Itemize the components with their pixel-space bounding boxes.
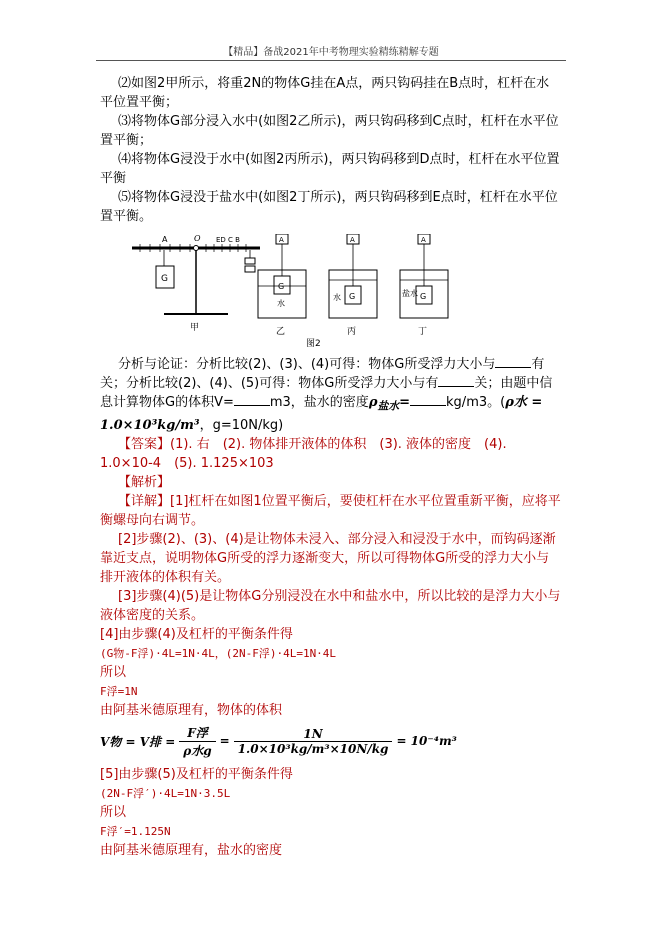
detail-5d: 由阿基米德原理有，盐水的密度 bbox=[100, 842, 283, 858]
step-3: ⑶将物体G部分浸入水中(如图2乙所示)，两只钩码移到C点时，杠杆在水平位置平衡； bbox=[100, 114, 559, 148]
weight-2-icon bbox=[245, 266, 255, 272]
analysis-question: 分析与论证：分析比较(2)、(3)、(4)可得：物体G所受浮力大小与 有关；分析比较(2)、(4)、(5)可得：物体G所受浮力大小与有 关；由题中信息计算物体G的体积V= m3，盐水的密度$\rho_{盐水}= kg/m3$。(ρ水 = 1.0×10³kg/m³，g=10N/kg) bbox=[100, 357, 553, 433]
eq-frac-2-den: 1.0×10³kg/m³×10N/kg bbox=[237, 741, 389, 756]
detail-5a: (2N-F浮′)·4L=1N·3.5L bbox=[100, 786, 231, 800]
question-text-6: ，g=10N/kg) bbox=[199, 417, 284, 433]
detail-1 bbox=[100, 492, 562, 530]
answer-label: 【答案】 bbox=[118, 436, 171, 452]
detail-label: 【详解】 bbox=[118, 493, 171, 509]
document-body bbox=[100, 74, 562, 860]
label-water-yi: 水 bbox=[277, 299, 285, 308]
water-density-formula: ρ水 = 1.0×10³kg/m³ bbox=[100, 395, 543, 433]
weight-1-icon bbox=[245, 258, 255, 264]
step-5: ⑸将物体G浸没于盐水中(如图2丁所示)，两只钩码移到E点时，杠杆在水平位置平衡。 bbox=[100, 190, 558, 224]
detail-5c: F浮′=1.125N bbox=[100, 824, 171, 838]
detail-3: [3]步骤(4)(5)是让物体G分别浸没在水中和盐水中，所以比较的是浮力大小与液体密度的关系。 bbox=[100, 588, 561, 623]
label-jia: 甲 bbox=[190, 323, 200, 333]
figure-2-illustration bbox=[126, 234, 566, 349]
label-a: A bbox=[162, 235, 168, 244]
answer-block bbox=[100, 435, 562, 473]
label-a-ding: A bbox=[421, 236, 426, 244]
detail-4a: (G物-F浮)·4L=1N·4L，(2N-F浮)·4L=1N·4L bbox=[100, 646, 337, 660]
detail-4d: 由阿基米德原理有，物体的体积 bbox=[100, 702, 283, 718]
detail-5b: 所以 bbox=[100, 804, 127, 820]
detail-1-text: [1]杠杆在如图1位置平衡后，要使杠杆在水平位置重新平衡，应将平衡螺母向右调节。 bbox=[100, 493, 561, 528]
eq-right: = 10⁻⁴m³ bbox=[396, 734, 457, 749]
label-o: O bbox=[194, 234, 201, 243]
detail-2: [2]步骤(2)、(3)、(4)是让物体未浸入、部分浸入和浸没于水中，而钩码逐渐靠近支点，说明物体G所受的浮力逐渐变大，所以可得物体G所受的浮力大小与排开液体的体积有关。 bbox=[100, 531, 556, 585]
step-2: ⑵如图2甲所示，将重2N的物体G挂在A点，两只钩码挂在B点时，杠杆在水平位置平衡； bbox=[100, 76, 550, 110]
eq-frac-1-num: F浮 bbox=[179, 724, 215, 742]
eq-equals: = bbox=[219, 734, 230, 749]
blank-3 bbox=[234, 393, 270, 406]
experiment-figure bbox=[126, 234, 566, 349]
volume-equation bbox=[100, 724, 562, 759]
question-text-3: 关；由题中信息计算物体G的体积V= bbox=[100, 376, 553, 410]
blank-2 bbox=[438, 374, 474, 387]
question-text-2: 有关；分析比较(2)、(4)、(5)可得：物体G所受浮力大小与有 bbox=[100, 357, 545, 391]
label-g-bing: G bbox=[349, 292, 356, 301]
label-yi: 乙 bbox=[276, 327, 286, 337]
eq-left: V物 = V排 = bbox=[100, 734, 176, 749]
eq-frac-2-num: 1N bbox=[234, 727, 393, 742]
label-edcb: ED C B bbox=[216, 236, 240, 244]
label-g-ding: G bbox=[420, 292, 427, 301]
header-divider bbox=[96, 60, 566, 61]
analysis-label: 【解析】 bbox=[118, 474, 171, 490]
detail-4: [4]由步骤(4)及杠杆的平衡条件得 bbox=[100, 626, 293, 642]
label-g-yi: G bbox=[278, 282, 285, 291]
figure-caption: 图2 bbox=[306, 339, 321, 349]
blank-4 bbox=[410, 393, 446, 406]
blank-1 bbox=[495, 355, 531, 368]
detail-5: [5]由步骤(5)及杠杆的平衡条件得 bbox=[100, 766, 293, 782]
detail-4b: 所以 bbox=[100, 664, 127, 680]
eq-frac-1 bbox=[179, 724, 215, 759]
question-text-4: m3，盐水的密度 bbox=[269, 395, 369, 410]
label-ding: 丁 bbox=[418, 327, 428, 337]
question-text-5: kg/m3。( bbox=[446, 395, 506, 410]
pivot-icon bbox=[194, 246, 199, 251]
label-water-bing: 水 bbox=[333, 293, 341, 302]
eq-frac-1-den: ρ水g bbox=[183, 743, 212, 758]
label-g-jia: G bbox=[161, 274, 168, 284]
label-salt-ding: 盐水 bbox=[402, 289, 418, 298]
answer-text: (1). 右 (2). 物体排开液体的体积 (3). 液体的密度 (4). 1.0×10-4 (5). 1.125×103 bbox=[100, 436, 507, 471]
label-a-yi: A bbox=[279, 236, 284, 244]
label-a-bing: A bbox=[350, 236, 355, 244]
detail-4c: F浮=1N bbox=[100, 684, 138, 698]
step-4: ⑷将物体G浸没于水中(如图2丙所示)，两只钩码移到D点时，杠杆在水平位置平衡 bbox=[100, 152, 560, 186]
question-text-1: 分析与论证：分析比较(2)、(3)、(4)可得：物体G所受浮力大小与 bbox=[118, 357, 496, 372]
eq-frac-2 bbox=[234, 727, 393, 756]
page-header: 【精品】备战2021年中考物理实验精练精解专题 bbox=[223, 47, 439, 58]
label-bing: 丙 bbox=[347, 327, 357, 337]
